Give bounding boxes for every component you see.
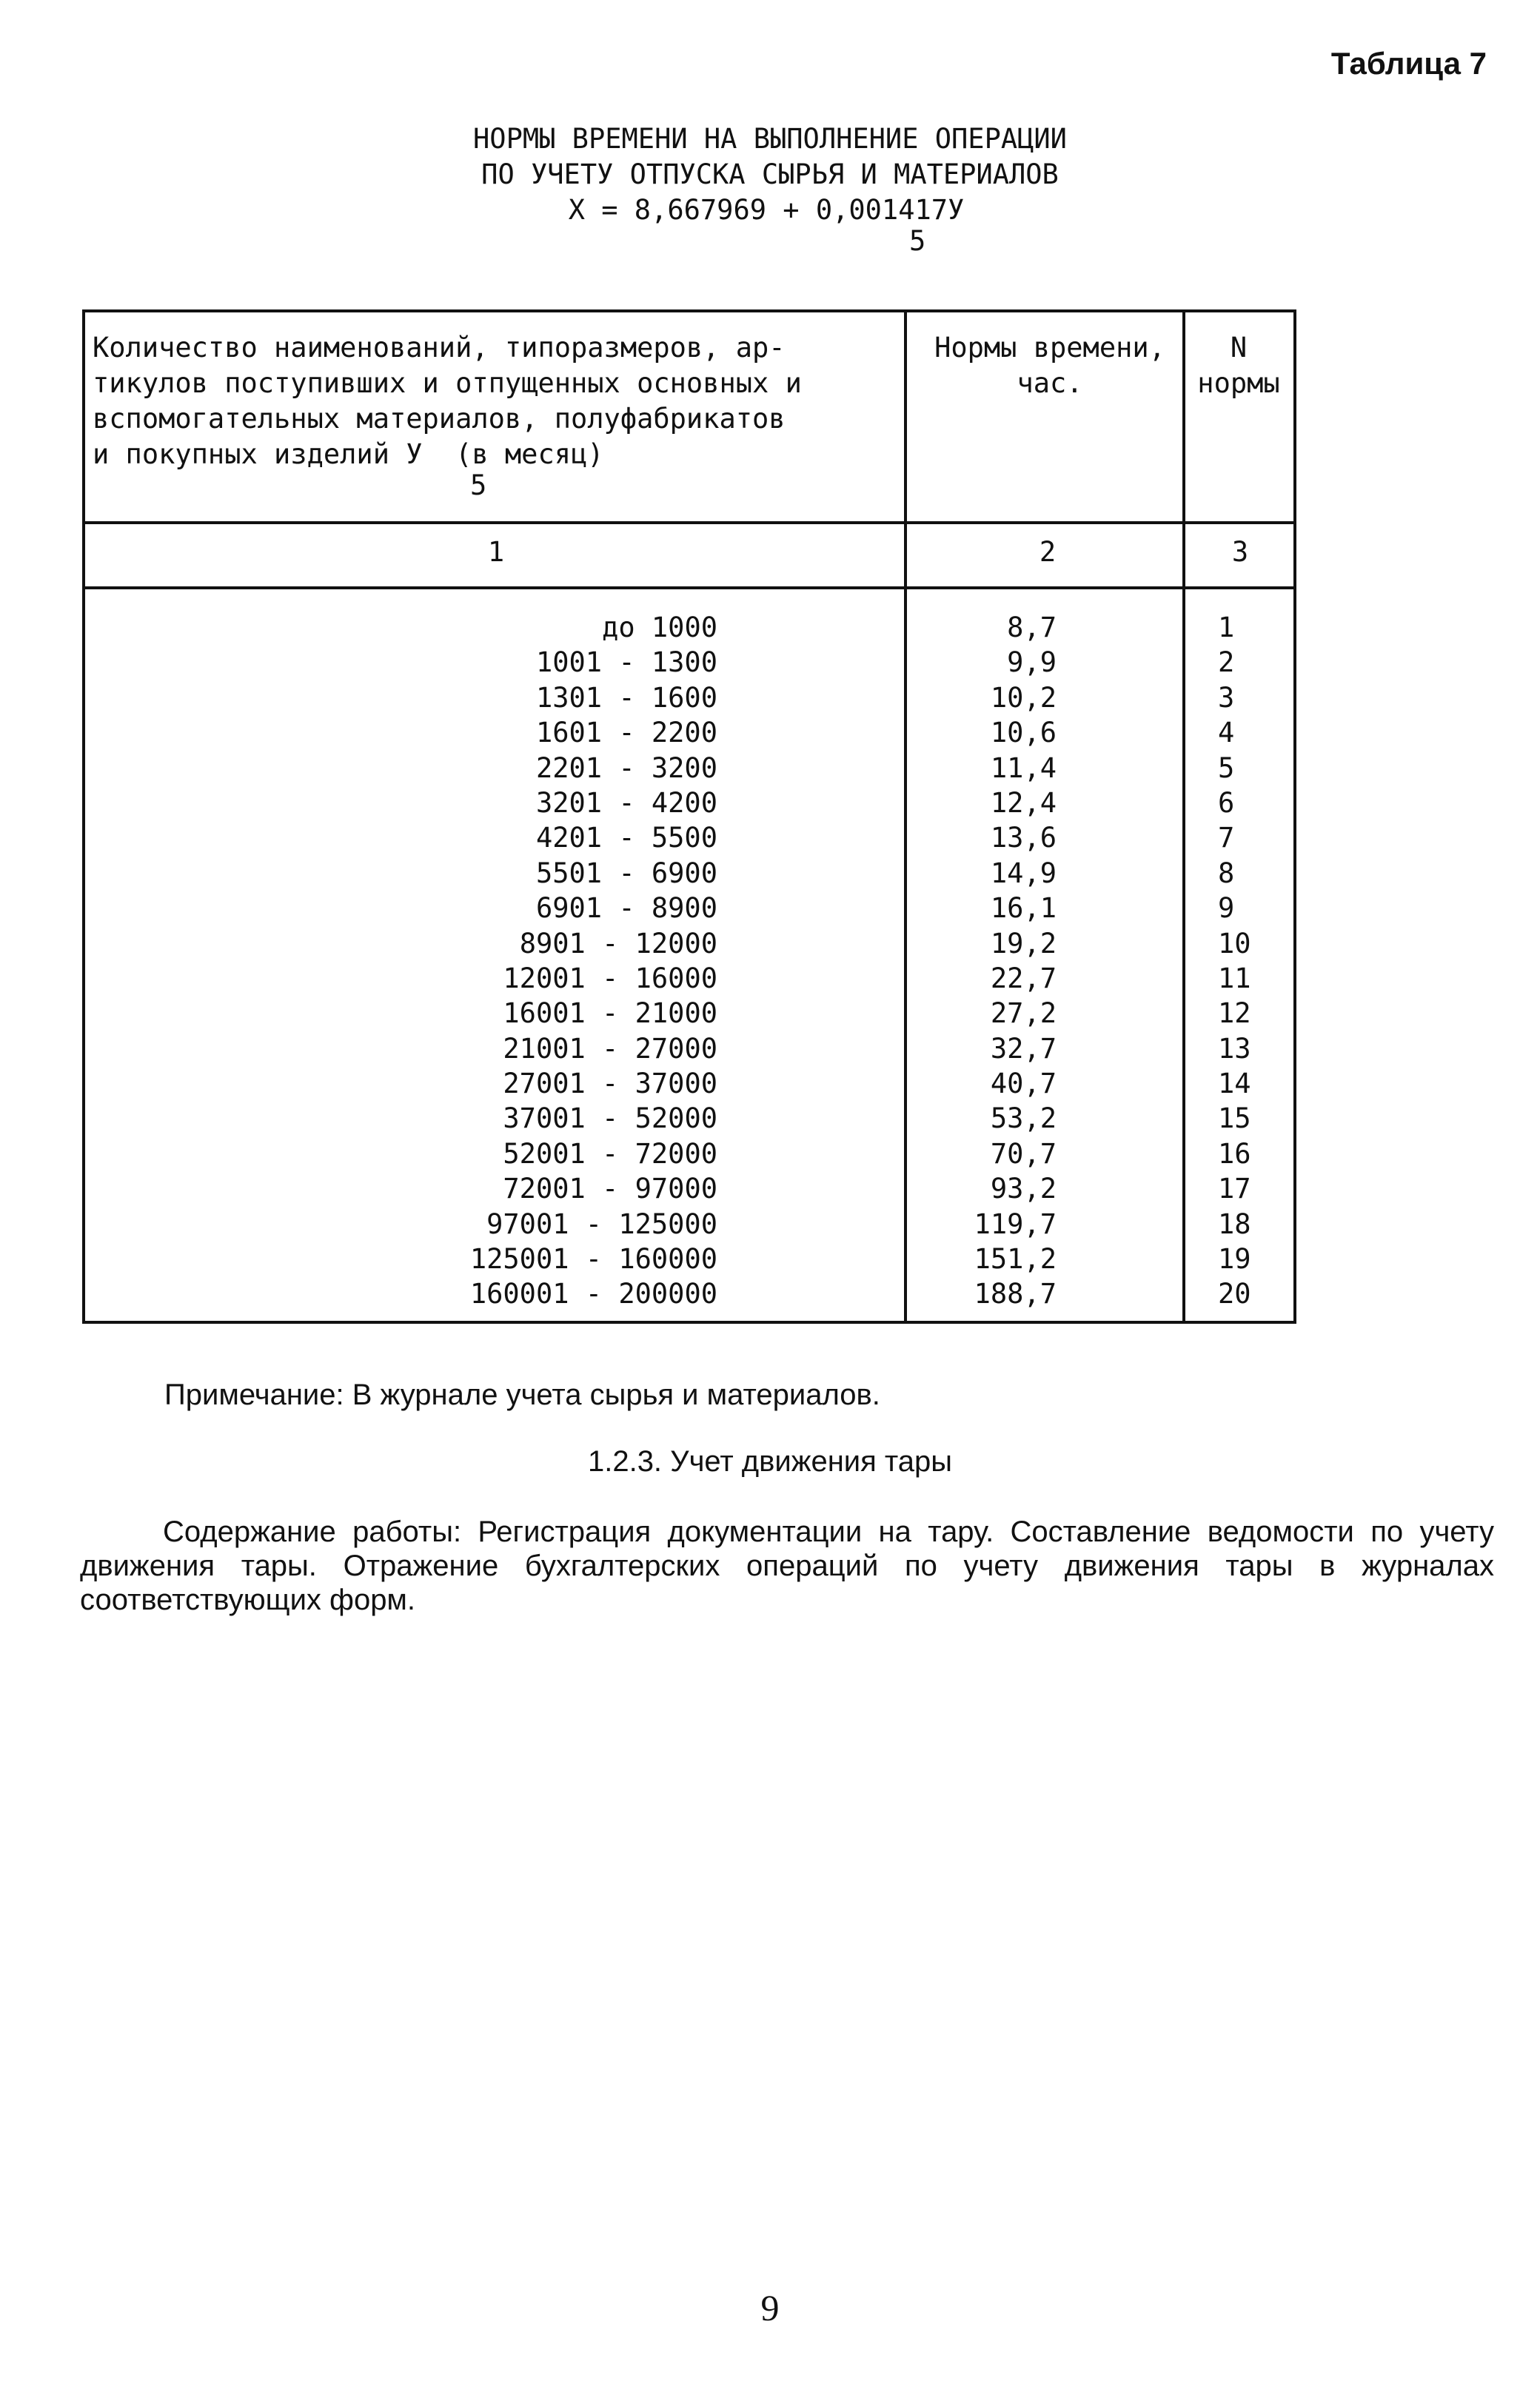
- table-row: [85, 1136, 1293, 1171]
- header-divider: [85, 521, 1293, 524]
- table-row: [85, 1276, 1293, 1311]
- time-cell: 9,9: [1007, 646, 1057, 679]
- column-number-3: 3: [1231, 536, 1249, 568]
- norm-number-cell: 8: [1218, 857, 1235, 889]
- table-body: [85, 610, 1293, 1312]
- norm-number-cell: 14: [1218, 1068, 1251, 1100]
- column-number-1: 1: [487, 536, 505, 568]
- table-row: [85, 1207, 1293, 1242]
- page-number: 9: [760, 2287, 780, 2328]
- header-quantity-line: тикулов поступивших и отпущенных основных и: [93, 367, 802, 399]
- range-cell: 52001 - 72000: [503, 1137, 717, 1170]
- table-label: Таблица 7: [1330, 46, 1487, 81]
- time-cell: 151,2: [974, 1243, 1057, 1276]
- header-quantity-line: и покупных изделий У (в месяц): [93, 438, 604, 470]
- time-cell: 32,7: [990, 1032, 1057, 1065]
- time-cell: 19,2: [990, 927, 1057, 960]
- table-row: [85, 680, 1293, 715]
- time-cell: 14,9: [990, 857, 1057, 889]
- time-cell: 12,4: [990, 786, 1057, 819]
- formula: X = 8,667969 + 0,001417У: [568, 194, 965, 226]
- norm-number-cell: 12: [1218, 997, 1251, 1030]
- norm-number-cell: 11: [1218, 962, 1251, 994]
- header-time-line: час.: [1017, 367, 1083, 399]
- time-cell: 16,1: [990, 892, 1057, 925]
- table-row: [85, 891, 1293, 925]
- range-cell: 21001 - 27000: [503, 1032, 717, 1065]
- range-cell: 12001 - 16000: [503, 962, 717, 994]
- norm-number-cell: 3: [1218, 681, 1235, 714]
- norm-number-cell: 2: [1218, 646, 1235, 679]
- table-row: [85, 1242, 1293, 1276]
- norm-number-cell: 1: [1218, 612, 1235, 643]
- title-line-1: НОРМЫ ВРЕМЕНИ НА ВЫПОЛНЕНИЕ ОПЕРАЦИИ: [473, 123, 1067, 155]
- header-quantity: [93, 330, 907, 472]
- table-row: [85, 1066, 1293, 1101]
- time-cell: 8,7: [1007, 612, 1057, 643]
- norm-number-cell: 17: [1218, 1173, 1251, 1205]
- table-row: [85, 996, 1293, 1031]
- range-cell: 37001 - 52000: [503, 1102, 717, 1135]
- table-row: [85, 1171, 1293, 1206]
- range-cell: 3201 - 4200: [535, 786, 717, 819]
- time-cell: 22,7: [990, 962, 1057, 994]
- range-cell: 6901 - 8900: [535, 892, 717, 925]
- column-number-2: 2: [1039, 536, 1057, 568]
- range-cell: 16001 - 21000: [503, 997, 717, 1030]
- range-cell: до 1000: [602, 612, 717, 643]
- table-row: [85, 751, 1293, 786]
- time-cell: 119,7: [974, 1208, 1057, 1240]
- range-cell: 1601 - 2200: [535, 717, 717, 749]
- header-quantity-line: Количество наименований, типоразмеров, ар-: [93, 332, 786, 364]
- time-cell: 188,7: [974, 1278, 1057, 1310]
- time-cell: 53,2: [990, 1102, 1057, 1135]
- range-cell: 5501 - 6900: [535, 857, 717, 889]
- range-cell: 8901 - 12000: [519, 927, 717, 960]
- header-norm-number: [1185, 330, 1292, 401]
- time-cell: 70,7: [990, 1137, 1057, 1170]
- range-cell: 4201 - 5500: [535, 822, 717, 854]
- norms-table: [82, 309, 1296, 1324]
- norm-number-cell: 16: [1218, 1137, 1251, 1170]
- header-time-norms: [910, 330, 1190, 401]
- header-time-line: Нормы времени,: [934, 332, 1165, 364]
- norm-number-cell: 19: [1218, 1243, 1251, 1276]
- column-number-divider: [85, 586, 1293, 589]
- norm-number-cell: 6: [1218, 786, 1235, 819]
- time-cell: 10,2: [990, 681, 1057, 714]
- header-quantity-line: вспомогательных материалов, полуфабрикатов: [93, 403, 786, 435]
- range-cell: 1301 - 1600: [535, 681, 717, 714]
- header-norm-line: нормы: [1197, 367, 1280, 399]
- time-cell: 27,2: [990, 997, 1057, 1030]
- table-row: [85, 715, 1293, 750]
- norm-number-cell: 20: [1218, 1278, 1251, 1310]
- norm-number-cell: 4: [1218, 717, 1235, 749]
- norm-number-cell: 9: [1218, 892, 1235, 925]
- range-cell: 72001 - 97000: [503, 1173, 717, 1205]
- time-cell: 13,6: [990, 822, 1057, 854]
- norm-number-cell: 7: [1218, 822, 1235, 854]
- time-cell: 40,7: [990, 1068, 1057, 1100]
- table-row: [85, 961, 1293, 996]
- norm-number-cell: 10: [1218, 927, 1251, 960]
- table-row: [85, 1101, 1293, 1136]
- norm-number-cell: 15: [1218, 1102, 1251, 1135]
- range-cell: 2201 - 3200: [535, 751, 717, 784]
- header-norm-line: N: [1230, 332, 1248, 364]
- range-cell: 125001 - 160000: [469, 1243, 717, 1276]
- time-cell: 11,4: [990, 751, 1057, 784]
- range-cell: 27001 - 37000: [503, 1068, 717, 1100]
- table-row: [85, 610, 1293, 645]
- norm-number-cell: 5: [1218, 751, 1235, 784]
- table-row: [85, 645, 1293, 680]
- section-heading: 1.2.3. Учет движения тары: [587, 1445, 953, 1478]
- document-title: [0, 121, 1540, 228]
- norm-number-cell: 18: [1218, 1208, 1251, 1240]
- content-paragraph: Содержание работы: Регистрация документации на тару. Составление ведомости по учету движения тары. Отражение бухгалтерских операций по учету движения тары в журналах соответствующих форм.: [80, 1516, 1494, 1616]
- note: Примечание: В журнале учета сырья и материалов.: [164, 1379, 880, 1411]
- table-row: [85, 1031, 1293, 1066]
- norm-number-cell: 13: [1218, 1032, 1251, 1065]
- time-cell: 93,2: [990, 1173, 1057, 1205]
- range-cell: 1001 - 1300: [535, 646, 717, 679]
- table-row: [85, 786, 1293, 820]
- table-row: [85, 820, 1293, 855]
- title-line-2: ПО УЧЕТУ ОТПУСКА СЫРЬЯ И МАТЕРИАЛОВ: [481, 158, 1059, 190]
- formula-subscript: 5: [909, 225, 926, 257]
- header-quantity-subscript: 5: [470, 469, 487, 501]
- time-cell: 10,6: [990, 717, 1057, 749]
- range-cell: 97001 - 125000: [486, 1208, 717, 1240]
- table-row: [85, 856, 1293, 891]
- range-cell: 160001 - 200000: [469, 1278, 717, 1310]
- table-row: [85, 926, 1293, 961]
